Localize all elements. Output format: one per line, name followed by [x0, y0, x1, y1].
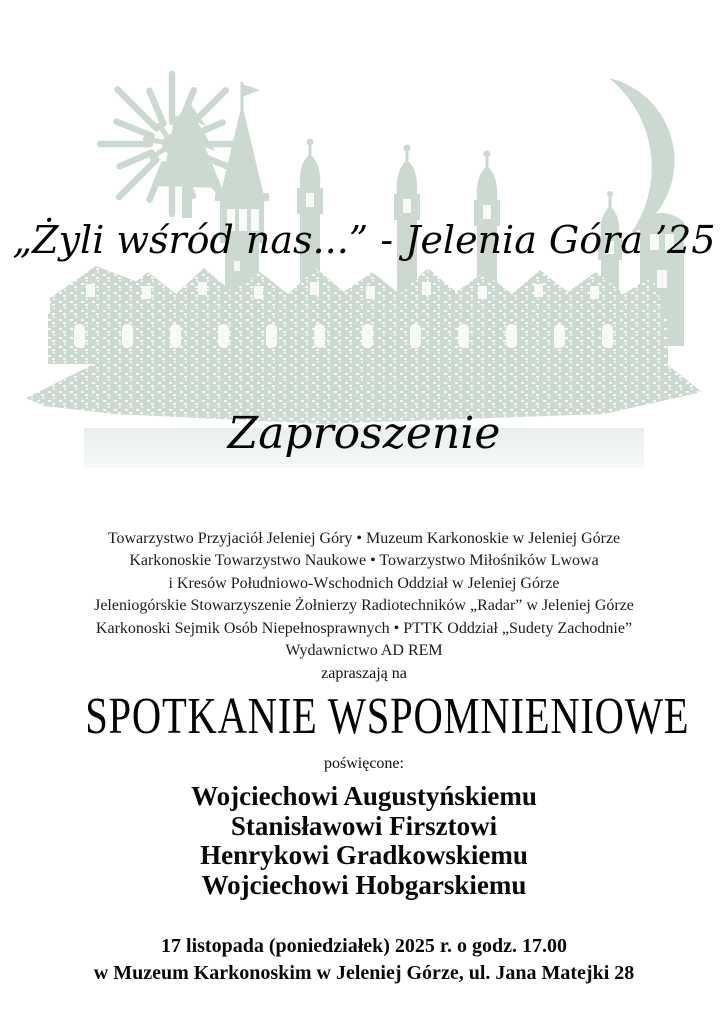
- event-details: [0, 933, 728, 987]
- dedication-label: poświęcone:: [324, 755, 404, 772]
- organizer-line: Karkonoski Sejmik Osób Niepełnosprawnych • PTTK Oddział „Sudety Zachodnie”: [95, 619, 633, 637]
- event-datetime: 17 listopada (poniedziałek) 2025 r. o godz. 17.00: [161, 935, 567, 957]
- event-venue: w Muzeum Karkonoskim w Jeleniej Górze, ul. Jana Matejki 28: [93, 962, 635, 984]
- event-title-text: SPOTKANIE WSPOMNIENIOWE: [85, 688, 690, 745]
- organizer-line: i Kresów Południowo-Wschodnich Oddział w Jeleniej Górze: [168, 574, 560, 592]
- organizer-line: Wydawnictwo AD REM: [285, 642, 443, 660]
- honoree-name: Wojciechowi Augustyńskiemu: [191, 781, 537, 811]
- event-title: [0, 686, 728, 748]
- honoree-name: Wojciechowi Hobgarskiemu: [201, 869, 527, 900]
- honorees-list: [0, 782, 728, 900]
- invitation-script-word: Zaproszenie: [227, 408, 501, 459]
- honoree-name: Henrykowi Gradkowskiemu: [200, 840, 528, 870]
- organizer-line: Towarzystwo Przyjaciół Jeleniej Góry • Muzeum Karkonoskie w Jeleniej Górze: [107, 530, 621, 547]
- organizer-line: Karkonoskie Towarzystwo Naukowe • Towarzystwo Miłośników Lwowa: [129, 552, 599, 570]
- crescent-moon-icon: [609, 78, 675, 236]
- headline-script-title: „Żyli wśród nas...” - Jelenia Góra ’25: [12, 218, 716, 262]
- honoree-name: Stanisławowi Firsztowi: [230, 810, 498, 841]
- lead-in-text: zapraszają na: [321, 665, 407, 682]
- organizer-line: Jeleniogórskie Stowarzyszenie Żołnierzy Radiotechników „Radar” w Jeleniej Górze: [94, 597, 634, 615]
- organizers-list: [0, 528, 728, 662]
